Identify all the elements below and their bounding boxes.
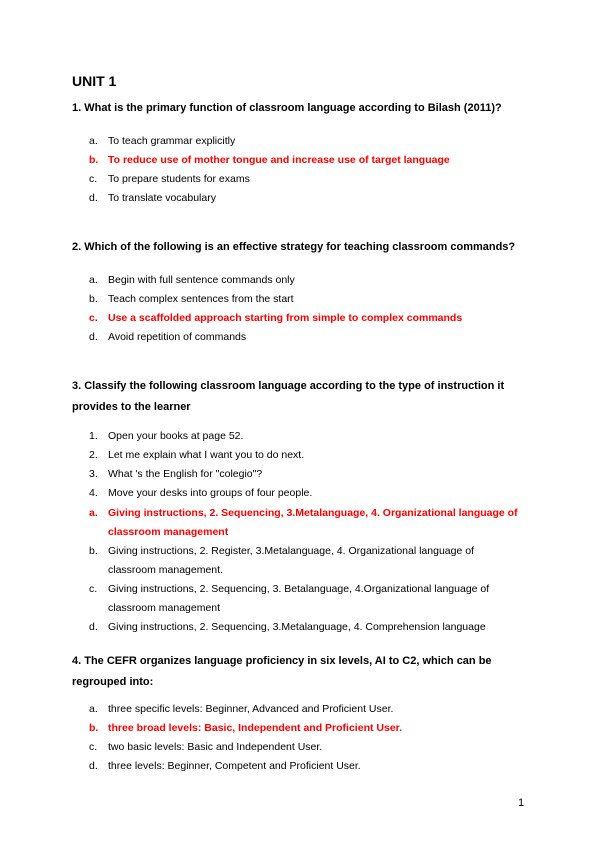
option-text: To reduce use of mother tongue and increase use of target language (108, 154, 450, 166)
item-marker: 4. (89, 487, 98, 499)
option-text: Giving instructions, 2. Sequencing, 3.Metalanguage, 4. Comprehension language (108, 621, 486, 633)
option-marker: d. (89, 760, 98, 772)
option-text: two basic levels: Basic and Independent User. (108, 741, 323, 753)
option-text: Begin with full sentence commands only (108, 274, 295, 286)
page-number: 1 (518, 797, 525, 809)
option-text: Use a scaffolded approach starting from simple to complex commands (108, 312, 463, 324)
option-text: Giving instructions, 2. Sequencing, 3.Metalanguage, 4. Organizational language of classroom management (108, 507, 518, 538)
option-marker: b. (89, 545, 98, 557)
item-text: What 's the English for "colegio"? (108, 468, 263, 480)
option-marker: c. (89, 583, 98, 595)
option-marker: c. (89, 741, 98, 753)
option-text: three specific levels: Beginner, Advanced and Proficient User. (108, 703, 394, 715)
option-text: To translate vocabulary (108, 192, 216, 204)
option-text: Teach complex sentences from the start (108, 293, 294, 305)
option-marker: a. (89, 507, 98, 519)
item-marker: 1. (89, 430, 98, 442)
question-3: 3. Classify the following classroom language according to the type of instruction it provides to the learner (72, 380, 505, 413)
option-text: Giving instructions, 2. Sequencing, 3. Betalanguage, 4.Organizational language of classroom management (108, 583, 490, 614)
option-marker: d. (89, 621, 98, 633)
option-text: Giving instructions, 2. Register, 3.Metalanguage, 4. Organizational language of classroom management. (108, 545, 474, 576)
option-marker: a. (89, 274, 98, 286)
option-marker: c. (89, 312, 98, 324)
unit-title: UNIT 1 (72, 73, 117, 89)
question-1: 1. What is the primary function of classroom language according to Bilash (2011)? (72, 102, 502, 114)
option-marker: a. (89, 135, 98, 147)
item-text: Move your desks into groups of four people. (108, 487, 313, 499)
option-marker: b. (89, 722, 99, 734)
question-2: 2. Which of the following is an effective strategy for teaching classroom commands? (72, 241, 516, 253)
option-marker: d. (89, 331, 98, 343)
option-marker: a. (89, 703, 98, 715)
item-marker: 3. (89, 468, 98, 480)
option-marker: b. (89, 293, 98, 305)
question-4: 4. The CEFR organizes language proficiency in six levels, AI to C2, which can be regrouped into: (72, 655, 492, 688)
option-text: three broad levels: Basic, Independent and Proficient User. (108, 722, 403, 734)
option-marker: c. (89, 173, 98, 185)
option-text: To prepare students for exams (108, 173, 250, 185)
option-marker: b. (89, 154, 99, 166)
item-marker: 2. (89, 449, 98, 461)
option-text: three levels: Beginner, Competent and Proficient User. (108, 760, 361, 772)
option-marker: d. (89, 192, 98, 204)
option-text: Avoid repetition of commands (108, 331, 247, 343)
item-text: Open your books at page 52. (108, 430, 244, 442)
item-text: Let me explain what I want you to do next. (108, 449, 305, 461)
option-text: To teach grammar explicitly (108, 135, 236, 147)
